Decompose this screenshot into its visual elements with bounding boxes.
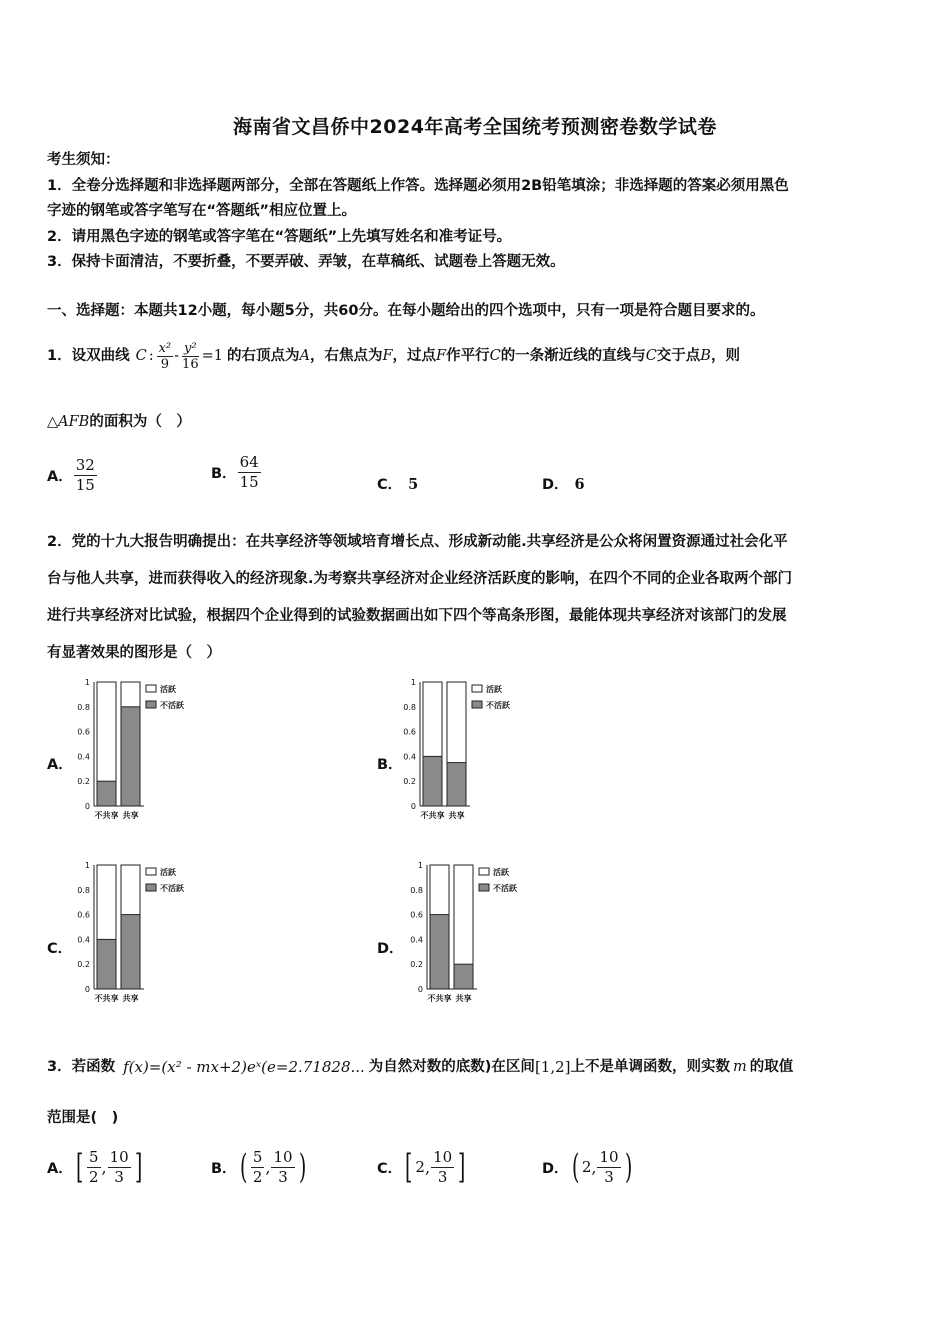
legend-label-active: 活跃	[160, 868, 176, 877]
q1-text-1: 的右顶点为	[226, 348, 300, 364]
q3-option-b[interactable]: B． ( $\frac{5}{2}$ , $\frac{10}{3}$ )	[211, 1147, 306, 1187]
legend-swatch-inactive	[146, 884, 156, 891]
question-1: 1．设双曲线 C : $\frac{\text{x²}}{9}$ - $\frac{\text{y²}}{16}$ =1 的右顶点为 A ，右焦点为 F ，过点 F 作平行 C 的一条渐近线的直线与 C 交于点 B ，则	[47, 340, 740, 372]
legend-label-active: 活跃	[160, 685, 176, 694]
q3-interval: [1,2]	[534, 1058, 571, 1076]
x-tick-label: 不共享	[94, 994, 119, 1003]
q1-prefix: 1．设双曲线	[47, 348, 130, 364]
bar-inactive-0	[97, 939, 116, 989]
legend-swatch-inactive	[479, 884, 489, 891]
y-tick-label: 0	[417, 985, 423, 994]
legend-swatch-active	[479, 868, 489, 875]
q2-line-3: 进行共享经济对比试验，根据四个企业得到的试验数据画出如下四个等高条形图，最能体现共享经济对该部门的发展	[47, 608, 787, 624]
q2-line-2: 台与他人共享，进而获得收入的经济现象.为考察共享经济对企业经济活跃度的影响，在四个不同的企业各取两个部门	[47, 571, 793, 587]
notice-item-3: 3．保持卡面清洁，不要折叠，不要弄破、弄皱，在草稿纸、试题卷上答题无效。	[47, 254, 565, 270]
y-tick-label: 0	[410, 802, 416, 811]
q1-text-4: 作平行	[446, 348, 490, 364]
y-tick-label: 0.6	[77, 910, 90, 920]
question-3	[47, 1047, 793, 1087]
q1-line-2	[47, 412, 191, 432]
x-tick-label: 共享	[455, 994, 472, 1003]
legend-label-inactive: 不活跃	[493, 884, 517, 893]
bar-inactive-1	[121, 707, 140, 806]
q1-area-text: 的面积为（ ）	[89, 414, 191, 430]
chart-option-c	[72, 855, 202, 1010]
legend-swatch-inactive	[472, 701, 482, 708]
x-tick-label: 不共享	[427, 994, 452, 1003]
q2-line-1: 2．党的十九大报告明确提出：在共享经济等领域培育增长点、形成新动能.共享经济是公众将闲置资源通过社会化平	[47, 534, 788, 550]
bar-inactive-0	[423, 756, 442, 806]
y-tick-label: 0.8	[410, 885, 423, 895]
legend-label-inactive: 不活跃	[486, 701, 510, 710]
q2-option-a-label[interactable]: A．	[47, 757, 73, 773]
y-tick-label: 0.8	[77, 702, 90, 712]
q3-line-2: 范围是( )	[47, 1110, 119, 1126]
legend-swatch-active	[146, 685, 156, 692]
y-tick-label: 0.8	[77, 885, 90, 895]
y-tick-label: 0.2	[77, 960, 90, 970]
q1-option-d[interactable]: D． 6	[542, 476, 585, 493]
q1-point-f: F	[382, 348, 393, 364]
q2-option-c-label[interactable]: C．	[47, 941, 73, 957]
y-tick-label: 0.4	[403, 752, 416, 762]
y-tick-label: 0.8	[403, 702, 416, 712]
q2-option-b-label[interactable]: B．	[377, 757, 403, 773]
bar-inactive-0	[430, 915, 449, 989]
q3-option-a[interactable]: A． [ $\frac{5}{2}$ , $\frac{10}{3}$ ]	[47, 1147, 143, 1187]
y-tick-label: 0.4	[77, 752, 90, 762]
q1-frac-y: $\frac{\text{y²}}{16}$	[182, 340, 199, 372]
q3-text-1: 为自然对数的底数)在区间	[368, 1059, 535, 1075]
q3-text-2: 上不是单调函数，则实数	[570, 1059, 730, 1075]
q3-option-c[interactable]: C． [ 2 , $\frac{10}{3}$ ]	[377, 1147, 466, 1187]
q1-text-6: 交于点	[656, 348, 701, 364]
chart-option-b	[398, 672, 533, 827]
q1-point-a: A	[299, 348, 310, 364]
y-tick-label: 1	[417, 861, 423, 870]
legend-label-inactive: 不活跃	[160, 884, 184, 893]
chart-option-a	[72, 672, 202, 827]
notice-item-2: 2．请用黑色字迹的钢笔或答字笔在“答题纸”上先填写姓名和准考证号。	[47, 229, 512, 245]
y-tick-label: 0.6	[77, 727, 90, 737]
q3-var-m: m	[733, 1059, 747, 1075]
section-heading: 一、选择题：本题共12小题，每小题5分，共60分。在每小题给出的四个选项中，只有一项是符合题目要求的。	[47, 303, 765, 319]
legend-label-active: 活跃	[486, 685, 502, 694]
notice-heading: 考生须知：	[47, 152, 120, 168]
q1-option-c[interactable]: C． 5	[377, 476, 419, 493]
q2-line-4: 有显著效果的图形是（ ）	[47, 645, 221, 661]
q3-formula: f(x)=(x² - mx+2)eˣ(e=2.71828...	[123, 1058, 365, 1076]
y-tick-label: 0.4	[77, 935, 90, 945]
chart-option-d	[405, 855, 535, 1010]
y-tick-label: 1	[410, 678, 416, 687]
q1-option-b[interactable]: B． $\frac{64}{15}$	[211, 452, 259, 491]
q1-frac-x: $\frac{\text{x²}}{9}$	[158, 340, 172, 372]
x-tick-label: 不共享	[94, 811, 119, 820]
q1-text-3: ，过点	[392, 348, 437, 364]
legend-label-inactive: 不活跃	[160, 701, 184, 710]
q1-triangle: △AFB	[47, 414, 90, 430]
q1-option-a[interactable]: A． $\frac{32}{15}$	[47, 455, 95, 494]
notice-item-1-cont: 字迹的钢笔或答字笔写在“答题纸”相应位置上。	[47, 203, 357, 219]
y-tick-label: 0	[84, 985, 90, 994]
y-tick-label: 1	[84, 678, 90, 687]
q1-point-b: B	[700, 348, 711, 364]
legend-swatch-active	[146, 868, 156, 875]
q1-text-2: ，右焦点为	[309, 348, 383, 364]
q1-curve-name: C	[135, 348, 147, 364]
x-tick-label: 共享	[122, 994, 139, 1003]
q1-text-7: ，则	[710, 348, 740, 364]
bar-inactive-1	[121, 915, 140, 989]
q3-option-d[interactable]: D． ( 2 , $\frac{10}{3}$ )	[542, 1147, 632, 1187]
page-title: 海南省文昌侨中2024年高考全国统考预测密卷数学试卷	[233, 116, 717, 138]
y-tick-label: 0.2	[77, 777, 90, 787]
y-tick-label: 0.2	[410, 960, 423, 970]
bar-inactive-0	[97, 781, 116, 806]
legend-label-active: 活跃	[493, 868, 509, 877]
q1-minus: -	[174, 348, 180, 364]
q1-text-5: 的一条渐近线的直线与	[500, 348, 646, 364]
q3-prefix: 3．若函数	[47, 1059, 116, 1075]
notice-item-1: 1．全卷分选择题和非选择题两部分，全部在答题纸上作答。选择题必须用2B铅笔填涂；非选择题的答案必须用黑色	[47, 178, 789, 194]
q2-option-d-label[interactable]: D．	[377, 941, 404, 957]
q1-curve-c-3: C	[645, 348, 657, 364]
x-tick-label: 共享	[448, 811, 465, 820]
y-tick-label: 0.6	[403, 727, 416, 737]
q1-eq: =1	[201, 348, 223, 364]
y-tick-label: 0	[84, 802, 90, 811]
x-tick-label: 共享	[122, 811, 139, 820]
bar-inactive-1	[447, 763, 466, 806]
y-tick-label: 0.2	[403, 777, 416, 787]
q3-text-3: 的取值	[749, 1059, 794, 1075]
legend-swatch-inactive	[146, 701, 156, 708]
q1-curve-c-2: C	[489, 348, 501, 364]
bar-inactive-1	[454, 964, 473, 989]
y-tick-label: 0.6	[410, 910, 423, 920]
q1-point-f-2: F	[436, 348, 447, 364]
y-tick-label: 0.4	[410, 935, 423, 945]
y-tick-label: 1	[84, 861, 90, 870]
x-tick-label: 不共享	[420, 811, 445, 820]
legend-swatch-active	[472, 685, 482, 692]
